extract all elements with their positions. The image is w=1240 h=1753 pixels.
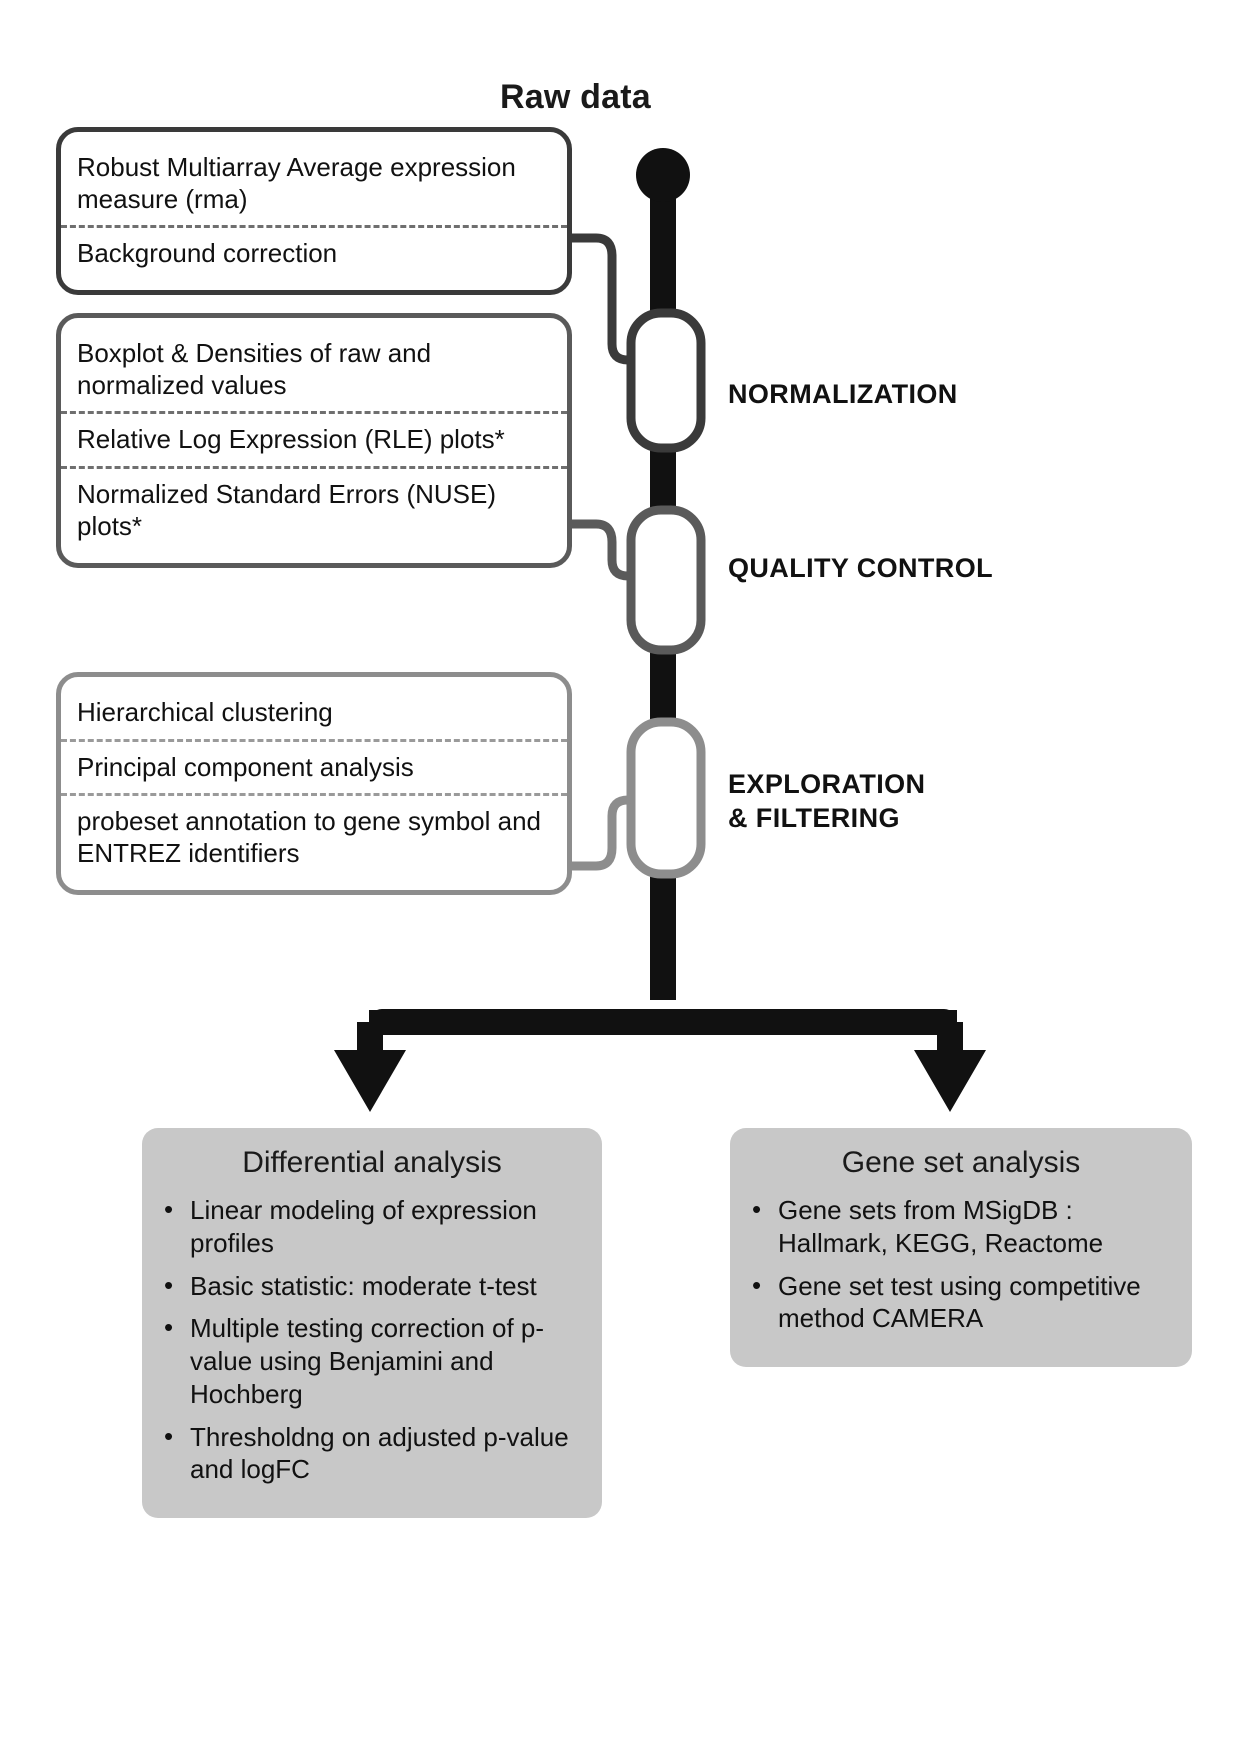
panel-quality-row-boxplot-densities: Boxplot & Densities of raw and normalized values bbox=[77, 338, 432, 400]
raw-data-node bbox=[636, 148, 690, 202]
list-item: • Basic statistic: moderate t-test bbox=[160, 1270, 584, 1303]
stage-label-quality-control: QUALITY CONTROL bbox=[728, 553, 993, 583]
list-item: • Linear modeling of expression profiles bbox=[160, 1194, 584, 1260]
list-item: • Thresholdng on adjusted p-value and logFC bbox=[160, 1421, 584, 1487]
result-box-differential-analysis[interactable] bbox=[142, 1128, 602, 1518]
panel-exploration-row-pca: Principal component analysis bbox=[61, 739, 567, 794]
panel-quality-row-rle-plots: Relative Log Expression (RLE) plots* bbox=[61, 411, 567, 466]
panel-quality-control[interactable] bbox=[56, 313, 572, 568]
list-item: • Gene sets from MSigDB : Hallmark, KEGG, Reactome bbox=[748, 1194, 1174, 1260]
connector-exploration bbox=[568, 800, 628, 866]
connector-quality-control bbox=[568, 524, 628, 576]
arrow-right-head bbox=[914, 1050, 986, 1112]
result-title-differential-analysis: Differential analysis bbox=[242, 1146, 502, 1179]
stage-label-exploration bbox=[728, 768, 1028, 836]
raw-data-title: Raw data bbox=[500, 78, 651, 116]
arrow-left-head bbox=[334, 1050, 406, 1112]
list-item: • Gene set test using competitive method CAMERA bbox=[748, 1270, 1174, 1336]
panel-normalization[interactable] bbox=[56, 127, 572, 295]
list-item: • Multiple testing correction of p-value using Benjamini and Hochberg bbox=[160, 1312, 584, 1410]
stage-label-exploration-line2: & FILTERING bbox=[728, 802, 900, 833]
result-title-gene-set-analysis: Gene set analysis bbox=[841, 1146, 1081, 1179]
panel-normalization-row-background-correction: Background correction bbox=[61, 225, 567, 280]
stage-label-normalization: NORMALIZATION bbox=[728, 379, 958, 409]
stage-capsule-exploration[interactable] bbox=[631, 722, 701, 874]
panel-exploration-row-probeset-annotation: probeset annotation to gene symbol and ENTREZ identifiers bbox=[61, 793, 567, 879]
result-list-gene-set-analysis bbox=[748, 1194, 1174, 1335]
panel-exploration-row-hierarchical-clustering: Hierarchical clustering bbox=[77, 697, 333, 727]
panel-quality-row-nuse-plots: Normalized Standard Errors (NUSE) plots* bbox=[61, 466, 567, 552]
stage-label-exploration-line1: EXPLORATION bbox=[728, 769, 926, 799]
result-list-differential-analysis bbox=[160, 1194, 584, 1486]
result-box-gene-set-analysis[interactable] bbox=[730, 1128, 1192, 1367]
stage-capsule-normalization[interactable] bbox=[631, 313, 701, 448]
panel-exploration-filtering[interactable] bbox=[56, 672, 572, 895]
stage-capsule-quality-control[interactable] bbox=[631, 510, 701, 650]
connector-normalization bbox=[568, 238, 628, 360]
panel-normalization-row-rma: Robust Multiarray Average expression measure (rma) bbox=[77, 152, 516, 214]
